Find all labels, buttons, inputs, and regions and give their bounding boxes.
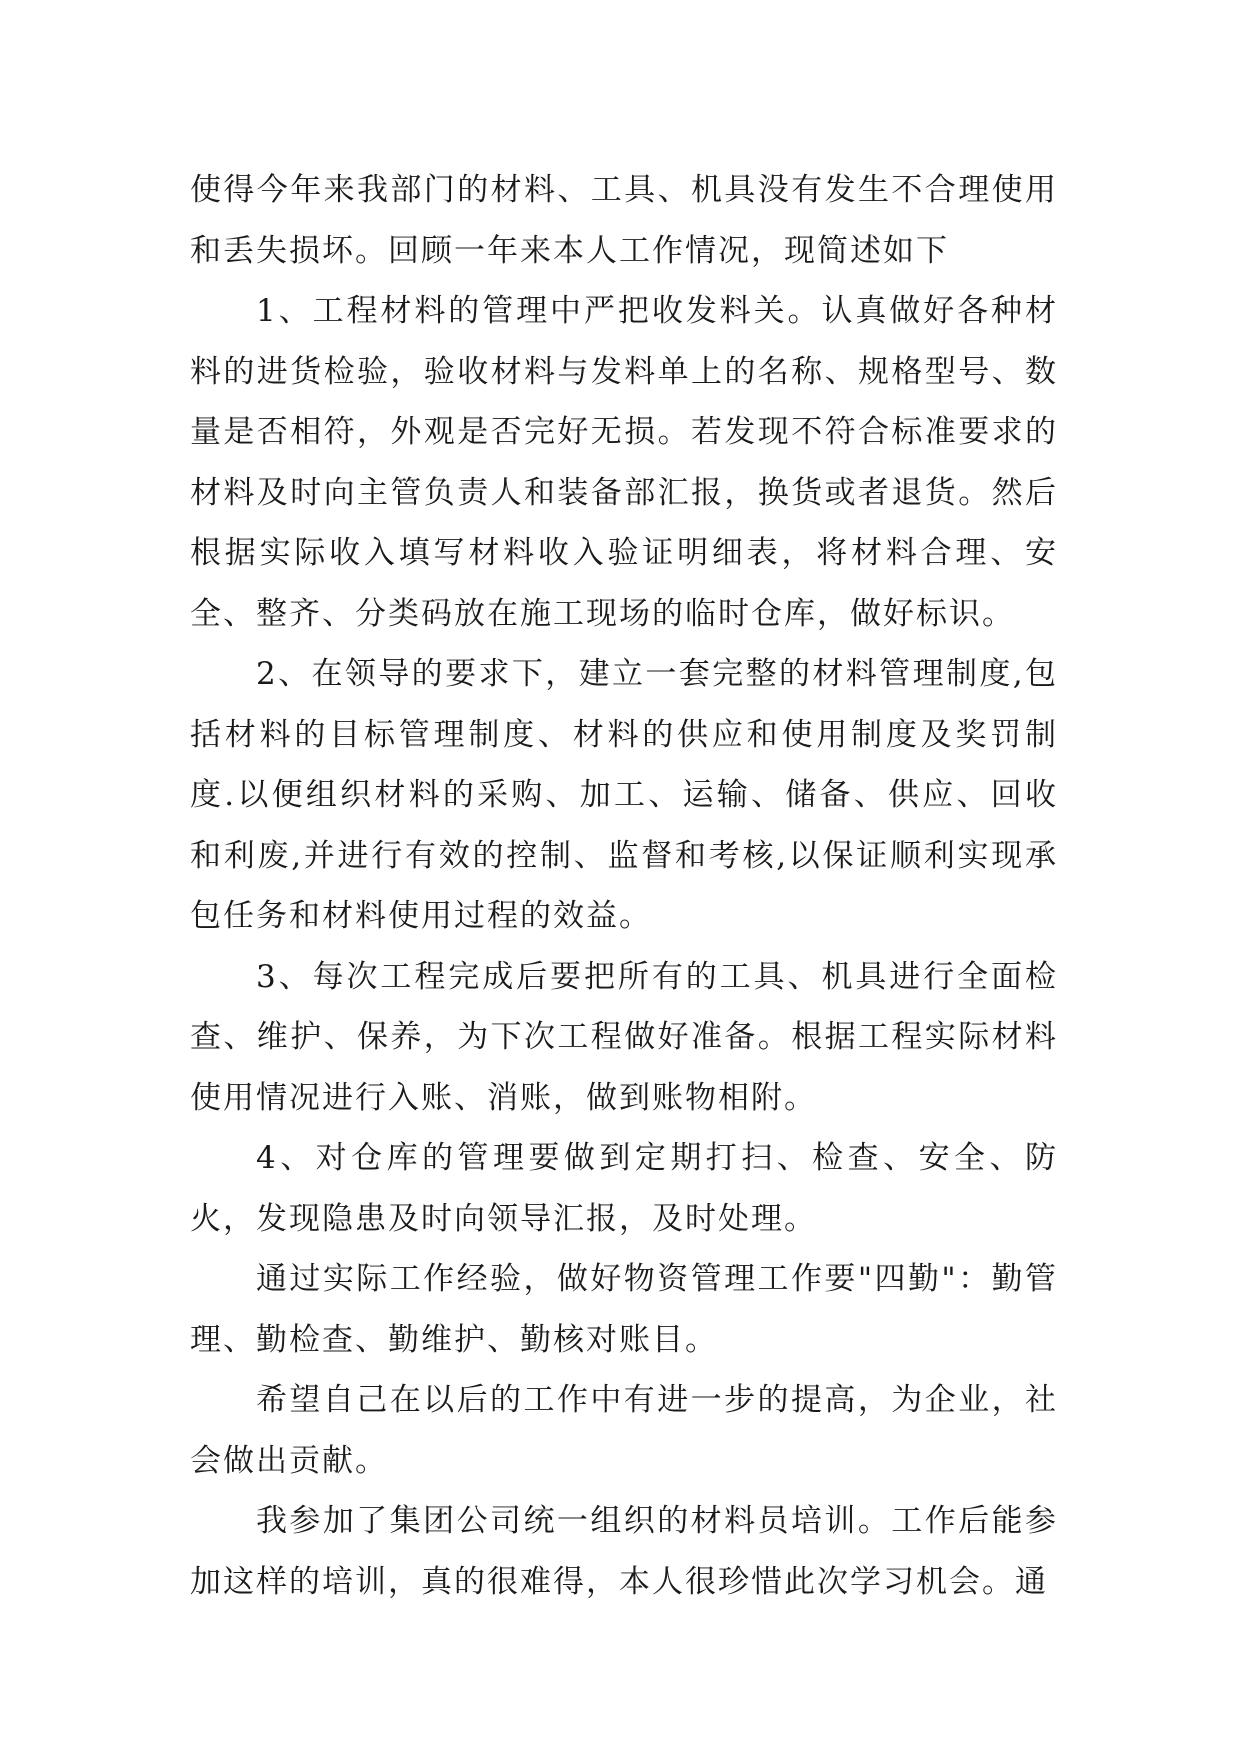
paragraph-training: 我参加了集团公司统一组织的材料员培训。工作后能参加这样的培训，真的很难得，本人很珍惜此次学习机会。通 [190, 1503, 1058, 1600]
document-body [190, 160, 1058, 1612]
paragraph-item-2: 2、在领导的要求下，建立一套完整的材料管理制度,包括材料的目标管理制度、材料的供应和使用制度及奖罚制度.以便组织材料的采购、加工、运输、储备、供应、回收和利废,并进行有效的控制、监督和考核,以保证顺利实现承包任务和材料使用过程的效益。 [190, 656, 1058, 934]
paragraph-item-4: 4、对仓库的管理要做到定期打扫、检查、安全、防火，发现隐患及时向领导汇报，及时处理。 [190, 1140, 1058, 1237]
paragraph-item-3: 3、每次工程完成后要把所有的工具、机具进行全面检查、维护、保养，为下次工程做好准备。根据工程实际材料使用情况进行入账、消账，做到账物相附。 [190, 958, 1058, 1116]
paragraph-item-1: 1、工程材料的管理中严把收发料关。认真做好各种材料的进货检验，验收材料与发料单上的名称、规格型号、数量是否相符，外观是否完好无损。若发现不符合标准要求的材料及时向主管负责人和装备部汇报，换货或者退货。然后根据实际收入填写材料收入验证明细表，将材料合理、安全、整齐、分类码放在施工现场的临时仓库，做好标识。 [190, 293, 1058, 632]
paragraph-experience: 通过实际工作经验，做好物资管理工作要"四勤"：勤管理、勤检查、勤维护、勤核对账目。 [190, 1261, 1058, 1358]
paragraph-intro: 使得今年来我部门的材料、工具、机具没有发生不合理使用和丢失损坏。回顾一年来本人工作情况，现简述如下 [190, 172, 1058, 269]
paragraph-hope: 希望自己在以后的工作中有进一步的提高，为企业，社会做出贡献。 [190, 1382, 1058, 1479]
